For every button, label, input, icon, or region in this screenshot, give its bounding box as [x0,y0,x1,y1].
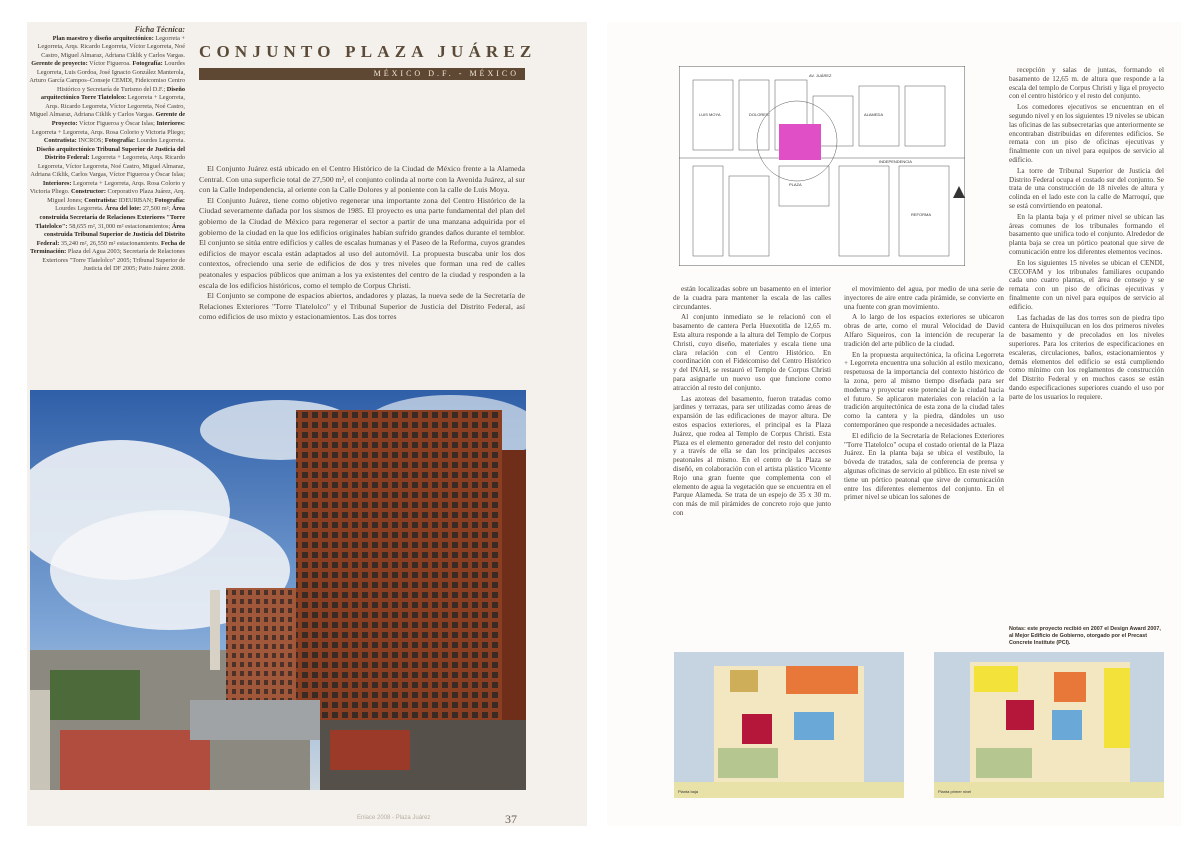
ficha-value: Legorreta + Legorreta, Arqs. Rosa Colorio y Victoria Pliego; [31,128,185,136]
page-number: 37 [505,812,517,826]
ficha-label: Plan maestro y diseño arquitectónico: [52,34,154,42]
ficha-value: Lourdes Legorreta. [136,137,185,145]
ficha-label: Fecha de Terminación: [30,239,185,256]
first-floor-plan [934,652,1164,798]
ficha-label: Área construida Tribunal Superior de Justicia del Distrito Federal: [36,222,185,247]
running-footer: Enlace 2008 - Plaza Juárez [357,815,431,821]
ficha-label: Interiores: [156,120,185,128]
ficha-label: Contratista: [84,196,118,204]
ficha-label: Contratista: [43,137,77,145]
body-paragraph: El edificio de la Secretaría de Relaciones Exteriores "Torre Tlatelolco" ocupa el costado oriental de la Plaza Juárez. En la planta baja se ubica el vestíbulo, la bóveda de tratados, sala de conferencia de prensa y algunas oficinas de servicio al público. En este nivel se tiene un pórtico peatonal que sirve de comunicación entre los diferentes elementos del conjunto. En el primer nivel se ubican los salones de [844,431,1004,502]
ficha-value: Lourdes Legorreta, Luis Gordoa, José Ignacio González Manterola, Arturo García Campos–Conseje CEMDI, Fideicomiso Centro Histórico y Secretaría de Turismo del D.F.; [29,60,185,93]
site-map [679,66,965,266]
ficha-value: Víctor Figueroa y Óscar Islas; [78,120,155,128]
left-page [27,22,587,826]
map-label: PLAZA [789,182,802,187]
ficha-label: Fotografía: [132,60,163,68]
ground-floor-plan [674,652,904,798]
technical-sheet-heading: Ficha Técnica: [134,25,185,34]
ficha-value: 35,240 m², 26,550 m² estacionamiento. [60,239,160,247]
body-paragraph: En los siguientes 15 niveles se ubican el CENDI, CECOFAM y los tribunales familiares ocupando cada uno cuatro plantas, el área de consejo y se remata con un piso de oficinas ejecutivas y finalmente con un nivel para equipos de servicio al edificio. [1009,258,1164,311]
ficha-value: IDEURBAN; [118,196,153,204]
intro-paragraph: El Conjunto se compone de espacios abiertos, andadores y plazas, la nueva sede de la Secretaría de Relaciones Exteriores "Torre Tlatelolco" y el Tribunal Superior de Justicia del Distrito Federal, así como edificios de uso mixto y estacionamientos. Las dos torres [199,291,525,322]
ficha-label: Área construida Secretaría de Relaciones Exteriores "Torre Tlatelolco": [35,205,185,230]
ficha-value: 27,500 m²; [142,205,171,213]
article-title: CONJUNTO PLAZA JUÁREZ [199,42,537,61]
ficha-value: Legorreta + Legorreta, Arqs. Rosa Colorio y Victoria Pliego. [29,179,185,196]
map-label: INDEPENDENCIA [879,159,912,164]
location-subtitle: MÉXICO D.F. - MÉXICO [373,69,519,78]
body-paragraph: Las azoteas del basamento, fueron tratadas como jardines y terrazas, para ser utilizadas como áreas de expansión de las edificaciones de mayor altura. De estos espacios exteriores, el principal es la Plaza Juárez, que rodea al Templo de Corpus Christi. Esta Plaza es el elemento generador del resto del conjunto y a través de ella se dan los principales accesos peatonales al mismo. En el centro de la Plaza se diseñó, en colaboración con el artista plástico Vicente Rojo una gran fuente que complementa con el elemento de agua la vegetación que se encuentra en el Parque Alameda. Se trata de un espejo de 35 x 30 m. con más de mil pirámides de concreto rojo que junto con [673,394,831,517]
location-bar [199,68,525,80]
body-paragraph: Los comedores ejecutivos se encuentran en el segundo nivel y en los siguientes 19 niveles se ubican las oficinas de las subsecretarías que anteriormente se encontraban distribuidas en diferentes edificios. Se remata con un piso de oficinas ejecutivas y finalmente con un nivel para equipos de servicio al edificio. [1009,103,1164,164]
ficha-label: Gerente de Proyecto: [51,111,185,128]
ficha-value: INCROS; [78,137,104,145]
ficha-value: Legorreta + Legorreta, Arqs. Ricardo Legorreta, Víctor Legorreta, Noé Castro, Miguel Almaraz, Adriana Ciklik y Carlos Vargas. [37,34,185,59]
intro-paragraph: El Conjunto Juárez está ubicado en el Centro Histórico de la Ciudad de México frente a la Alameda Central. Con una superficie total de 27,500 m², el conjunto colinda al norte con la Avenida Juárez, al sur con la Calle Independencia, al oriente con la Calle Dolores y al poniente con la calle de Luis Moya. [199,164,525,195]
ficha-value: Víctor Figueroa. [89,60,131,68]
award-note: Notas: este proyecto recibió en 2007 el Design Award 2007, al Mejor Edificio de Gobierno, otorgado por el Precast Concrete Institute (PCI). [1009,626,1161,647]
ficha-label: Fotografía: [104,137,136,145]
body-paragraph: La torre de Tribunal Superior de Justicia del Distrito Federal ocupa el costado sur del conjunto. Se trata de una construcción de 18 niveles de altura y colinda en el lado este con la calle de Marroquí, que se está convirtiendo en peatonal. [1009,166,1164,210]
body-paragraph: A lo largo de los espacios exteriores se ubicaron obras de arte, como el mural Velocidad de David Alfaro Siqueiros, con la intención de recuperar la tradición del arte público de la ciudad. [844,313,1004,348]
intro-text [199,164,525,323]
ficha-label: Fotografía: [154,196,185,204]
ficha-value: Corporativo Plaza Juárez, Arq. Miguel Jones; [47,188,185,204]
ficha-value: Plaza del Agua 2003; Secretaría de Relaciones Exteriores "Torre Tlatelolco" 2005; Tribunal Superior de Justicia del DF 2005; Patio Juárez 2008. [42,248,185,273]
ficha-value: Legorreta + Legorreta, Arqs. Ricardo Legorreta, Víctor Legorreta, Noé Castro, Miguel Almaraz, Adriana Ciklik, Carlos Vargas, Víctor Figueroa y Óscar Islas; [30,154,185,179]
map-label: ALAMEDA [864,112,884,117]
body-paragraph: están localizadas sobre un basamento en el interior de la cuadra para mantener la escala de las calles circundantes. [673,285,831,311]
body-column-2 [844,285,1004,504]
right-page [607,22,1181,826]
body-paragraph: En la planta baja y el primer nivel se ubican las áreas comunes de los tribunales formando el basamento que unifica todo el conjunto. Alrededor de planta baja se crea un pórtico peatonal que sirve de comunicación entre los diferentes elementos vecinos. [1009,212,1164,256]
ficha-label: Gerente de proyecto: [31,60,88,68]
map-label: REFORMA [911,212,931,217]
tower-photo [30,390,526,790]
intro-paragraph: El Conjunto Juárez, tiene como objetivo regenerar una importante zona del Centro Histórico de la Ciudad severamente dañada por los sismos de 1985. El proyecto es una parte fundamental del plan del gobierno de la Ciudad de México para regenerar el sector a partir de una manzana adquirida por el gobierno de la ciudad en la que los edificios originales habían sufrido grandes daños durante el temblor. El conjunto se sitúa entre edificios y calles de escalas humanas y el Paseo de la Reforma, cuyos grandes edificios de mayor escala están adaptados al uso del automóvil. La propuesta buscaba unir los dos contextos, ofreciendo una serie de edificios de dos y tres niveles que forman una red de calles peatonales y espacios públicos que animan a los ya existentes del centro de la ciudad y responden a la escala de los edificios históricos, como el templo de Corpus Christi. [199,195,525,290]
technical-sheet [29,26,185,274]
body-paragraph: recepción y salas de juntas, formando el basamento de 12,65 m. de altura que responde a la escala del templo de Corpus Christi y liga el proyecto con el centro histórico y el resto del conjunto. [1009,66,1164,101]
map-label: DOLORES [749,112,769,117]
map-label: LUIS MOYA [699,112,721,117]
ficha-value: Legorreta + Legorreta, Arqs. Ricardo Legorreta, Víctor Legorreta, Noé Castro, Miguel Almaraz, Adriana Ciklik y Carlos Vargas. [29,94,185,119]
ficha-label: Diseño arquitectónico Torre Tlatelolco: [40,85,185,102]
body-paragraph: el movimiento del agua, por medio de una serie de inyectores de aire entre cada pirámide, se convierte en una fuente con gran movimiento. [844,285,1004,311]
ficha-label: Área del lote: [104,205,142,213]
map-label: AV. JUÁREZ [809,73,832,78]
ficha-value: 58,655 m², 31,000 m² estacionamientos; [69,222,171,230]
ficha-label: Interiores: [42,179,72,187]
body-paragraph: Las fachadas de las dos torres son de piedra tipo cantera de Huixquilucan en los dos primeros niveles de basamento y de precolados en los niveles superiores. Para los criterios de especificaciones en escaleras, circulaciones, baños, estacionamientos y demás elementos del edificio se está cumpliendo como mínimo con los reglamentos de construcción del Distrito Federal y en muchos casos se están dando especificaciones superiores cuando el uso por parte de los usuarios lo requiere. [1009,313,1164,401]
body-column-3 [1009,66,1164,403]
plan-caption: Planta primer nivel [938,789,972,794]
ficha-value: Lourdes Legorreta. [55,205,104,213]
plan-caption: Planta baja [678,789,699,794]
technical-sheet-entries [29,35,185,273]
body-paragraph: En la propuesta arquitectónica, la oficina Legorreta + Legorreta encuentra una solución al estilo mexicano, respetuosa de la importancia del contexto histórico de la zona, pero al mismo tiempo diseñada para ser moderna y proyectar este potencial de la ciudad hacia el futuro. Se aplicaron materiales con relación a la tradición arquitectónica de esta zona de la ciudad tales como la cantera y la piedra, dándoles un uso contemporáneo que responde a necesidades actuales. [844,350,1004,429]
ficha-label: Constructor: [70,188,106,196]
body-column-1 [673,285,831,520]
body-paragraph: Al conjunto inmediato se le relacionó con el basamento de cantera Perla Huexotitla de 12,65 m. Esta altura responde a la altura del Templo de Corpus Christi, cuyo diseño, materiales y escala tiene una clara relación con el Centro Histórico. En coordinación con el Fideicomiso del Centro Histórico y del INAH, se restauró el Templo de Corpus Christi para asignarle un nuevo uso que funcione como atracción al resto del conjunto. [673,313,831,392]
ficha-label: Diseño arquitectónico Tribunal Superior de Justicia del Distrito Federal: [36,145,185,162]
